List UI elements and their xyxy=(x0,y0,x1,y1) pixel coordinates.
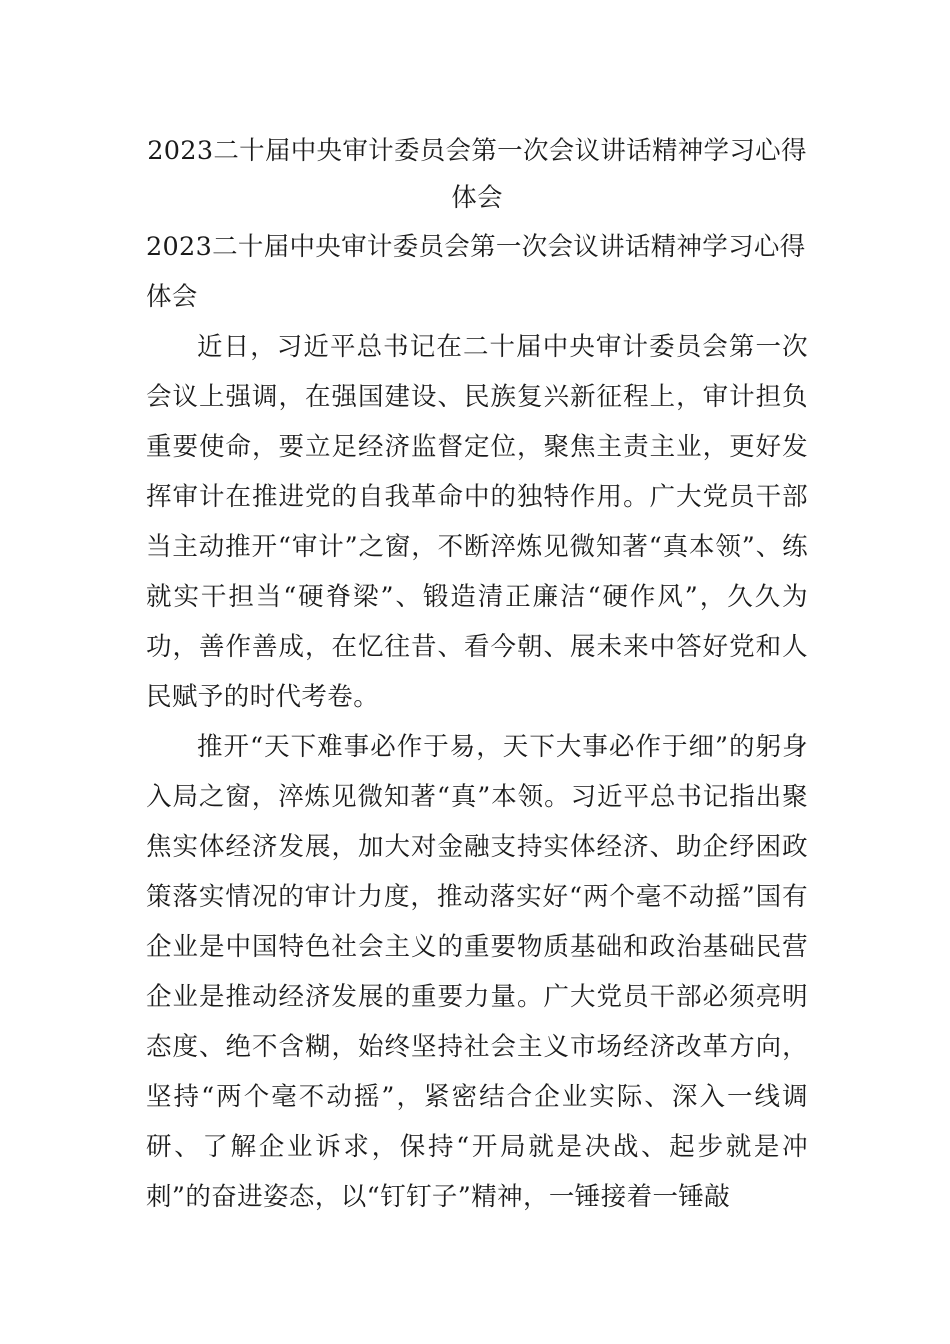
document-subtitle: 2023二十届中央审计委员会第一次会议讲话精神学习心得体会 xyxy=(146,232,806,312)
document-title: 2023二十届中央审计委员会第一次会议讲话精神学习心得体会 xyxy=(147,136,807,213)
paragraph-2: 推开“天下难事必作于易，天下大事必作于细”的躬身入局之窗，淬炼见微知著“真”本领。习近平总书记指出聚焦实体经济发展，加大对金融支持实体经济、助企纾困政策落实情况的审计力度，推动落实好“两个毫不动摇”国有企业是中国特色社会主义的重要物质基础和政治基础民营企业是推动经济发展的重要力量。广大党员干部必须亮明态度、绝不含糊，始终坚持社会主义市场经济改革方向，坚持“两个毫不动摇”，紧密结合企业实际、深入一线调研、了解企业诉求，保持“开局就是决战、起步就是冲刺”的奋进姿态，以“钉钉子”精神，一锤接着一锤敲 xyxy=(146,732,808,1212)
paragraph-1: 近日，习近平总书记在二十届中央审计委员会第一次会议上强调，在强国建设、民族复兴新征程上，审计担负重要使命，要立足经济监督定位，聚焦主责主业，更好发挥审计在推进党的自我革命中的独特作用。广大党员干部当主动推开“审计”之窗，不断淬炼见微知著“真本领”、练就实干担当“硬脊梁”、锻造清正廉洁“硬作风”，久久为功，善作善成，在忆往昔、看今朝、展未来中答好党和人民赋予的时代考卷。 xyxy=(146,332,808,712)
document-body xyxy=(146,128,808,1222)
